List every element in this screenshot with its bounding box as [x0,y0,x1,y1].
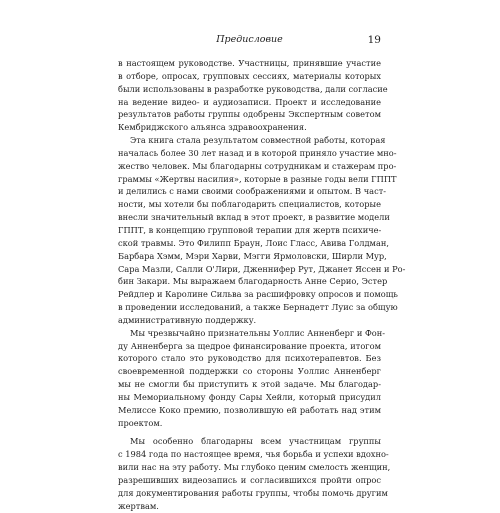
text-line: своевременной поддержки со стороны Уоллис Анненберг [118,366,381,377]
text-line: Барбара Хэмм, Мэри Харви, Мэгги Ярмоловски, Ширли Мур, [118,250,387,261]
paragraph-2 [118,134,406,327]
text-line: Рейдлер и Каролине Сильва за расшифровку опросов и помощь [118,289,398,300]
text-line: Эта книга стала результатом совместной работы, которая [130,135,386,146]
text-line: проектом. [118,417,163,428]
text-line: с 1984 года по настоящее время, чья борьба и успехи вдохно- [118,449,389,460]
text-line: которого стало это руководство для психотерапевтов. Без [118,353,381,364]
text-line: Кембриджского альянса здравоохранения. [118,122,307,133]
paragraph-4 [118,435,391,512]
running-head [118,33,381,47]
text-line: и делились с нами своими соображениями и опытом. В част- [118,186,387,197]
text-line: началась более 30 лет назад и в которой приняло участие мно- [118,147,397,158]
paragraph-1 [118,57,388,134]
text-line: ности, мы хотели бы поблагодарить специалистов, которые [118,199,381,210]
text-line: вили нас на эту работу. Мы глубоко ценим смелость женщин, [118,462,391,473]
text-line: разрешивших видеозапись и согласившихся пройти опрос [118,475,381,485]
text-line: Мы особенно благодарны всем участницам группы [130,436,381,447]
text-line: внесли значительный вклад в этот проект, в развитие модели [118,212,390,223]
text-line: мы не смогли бы приступить к этой задаче. Мы благодар- [118,379,381,390]
text-line: в отборе, опросах, групповых сессиях, материалы которых [118,70,381,81]
text-line: в настоящем руководстве. Участницы, принявшие участие [118,58,381,68]
text-line: жество человек. Мы благодарны сотрудникам и стажерам про- [118,160,397,171]
text-line: административную поддержку. [118,314,257,325]
text-line: на ведение видео- и аудиозаписи. Проект и исследование [118,96,381,107]
body-text [118,57,406,513]
running-title: Предисловие [216,34,283,45]
text-line: ны Мемориальному фонду Сары Хейли, который присудил [118,391,381,402]
text-line: Сара Мазли, Салли О'Лири, Дженнифер Рут, Джанет Яссен и Ро- [118,263,406,274]
text-line: были использованы в разработке руководства, дали согласие [118,83,388,94]
text-line: результатов работы группы одобрены Экспертным советом [118,109,381,120]
text-line: в проведении исследований, а также Бернадетт Луис за общую [118,302,398,313]
page-number: 19 [367,34,381,46]
text-line: жертвам. [118,500,159,511]
text-line: ской травмы. Это Филипп Браун, Лоис Гласс, Авива Голдман, [118,237,390,248]
text-line: бин Закари. Мы выражаем благодарность Анне Серио, Эстер [118,276,388,287]
text-line: Мелиссе Коко премию, позволившую ей работать над этим [118,404,381,415]
text-line: для документирования работы группы, чтобы помочь другим [118,487,388,498]
text-line: граммы «Жертвы насилия», которые в разные годы вели ГППТ [118,173,397,184]
text-line: ду Анненберга за щедрое финансирование проекта, итогом [118,340,381,351]
text-line: Мы чрезвычайно признательны Уоллис Анненберг и Фон- [130,327,386,338]
text-line: ГППТ, в концепцию групповой терапии для жертв психиче- [118,224,382,235]
paragraph-3 [118,327,386,430]
